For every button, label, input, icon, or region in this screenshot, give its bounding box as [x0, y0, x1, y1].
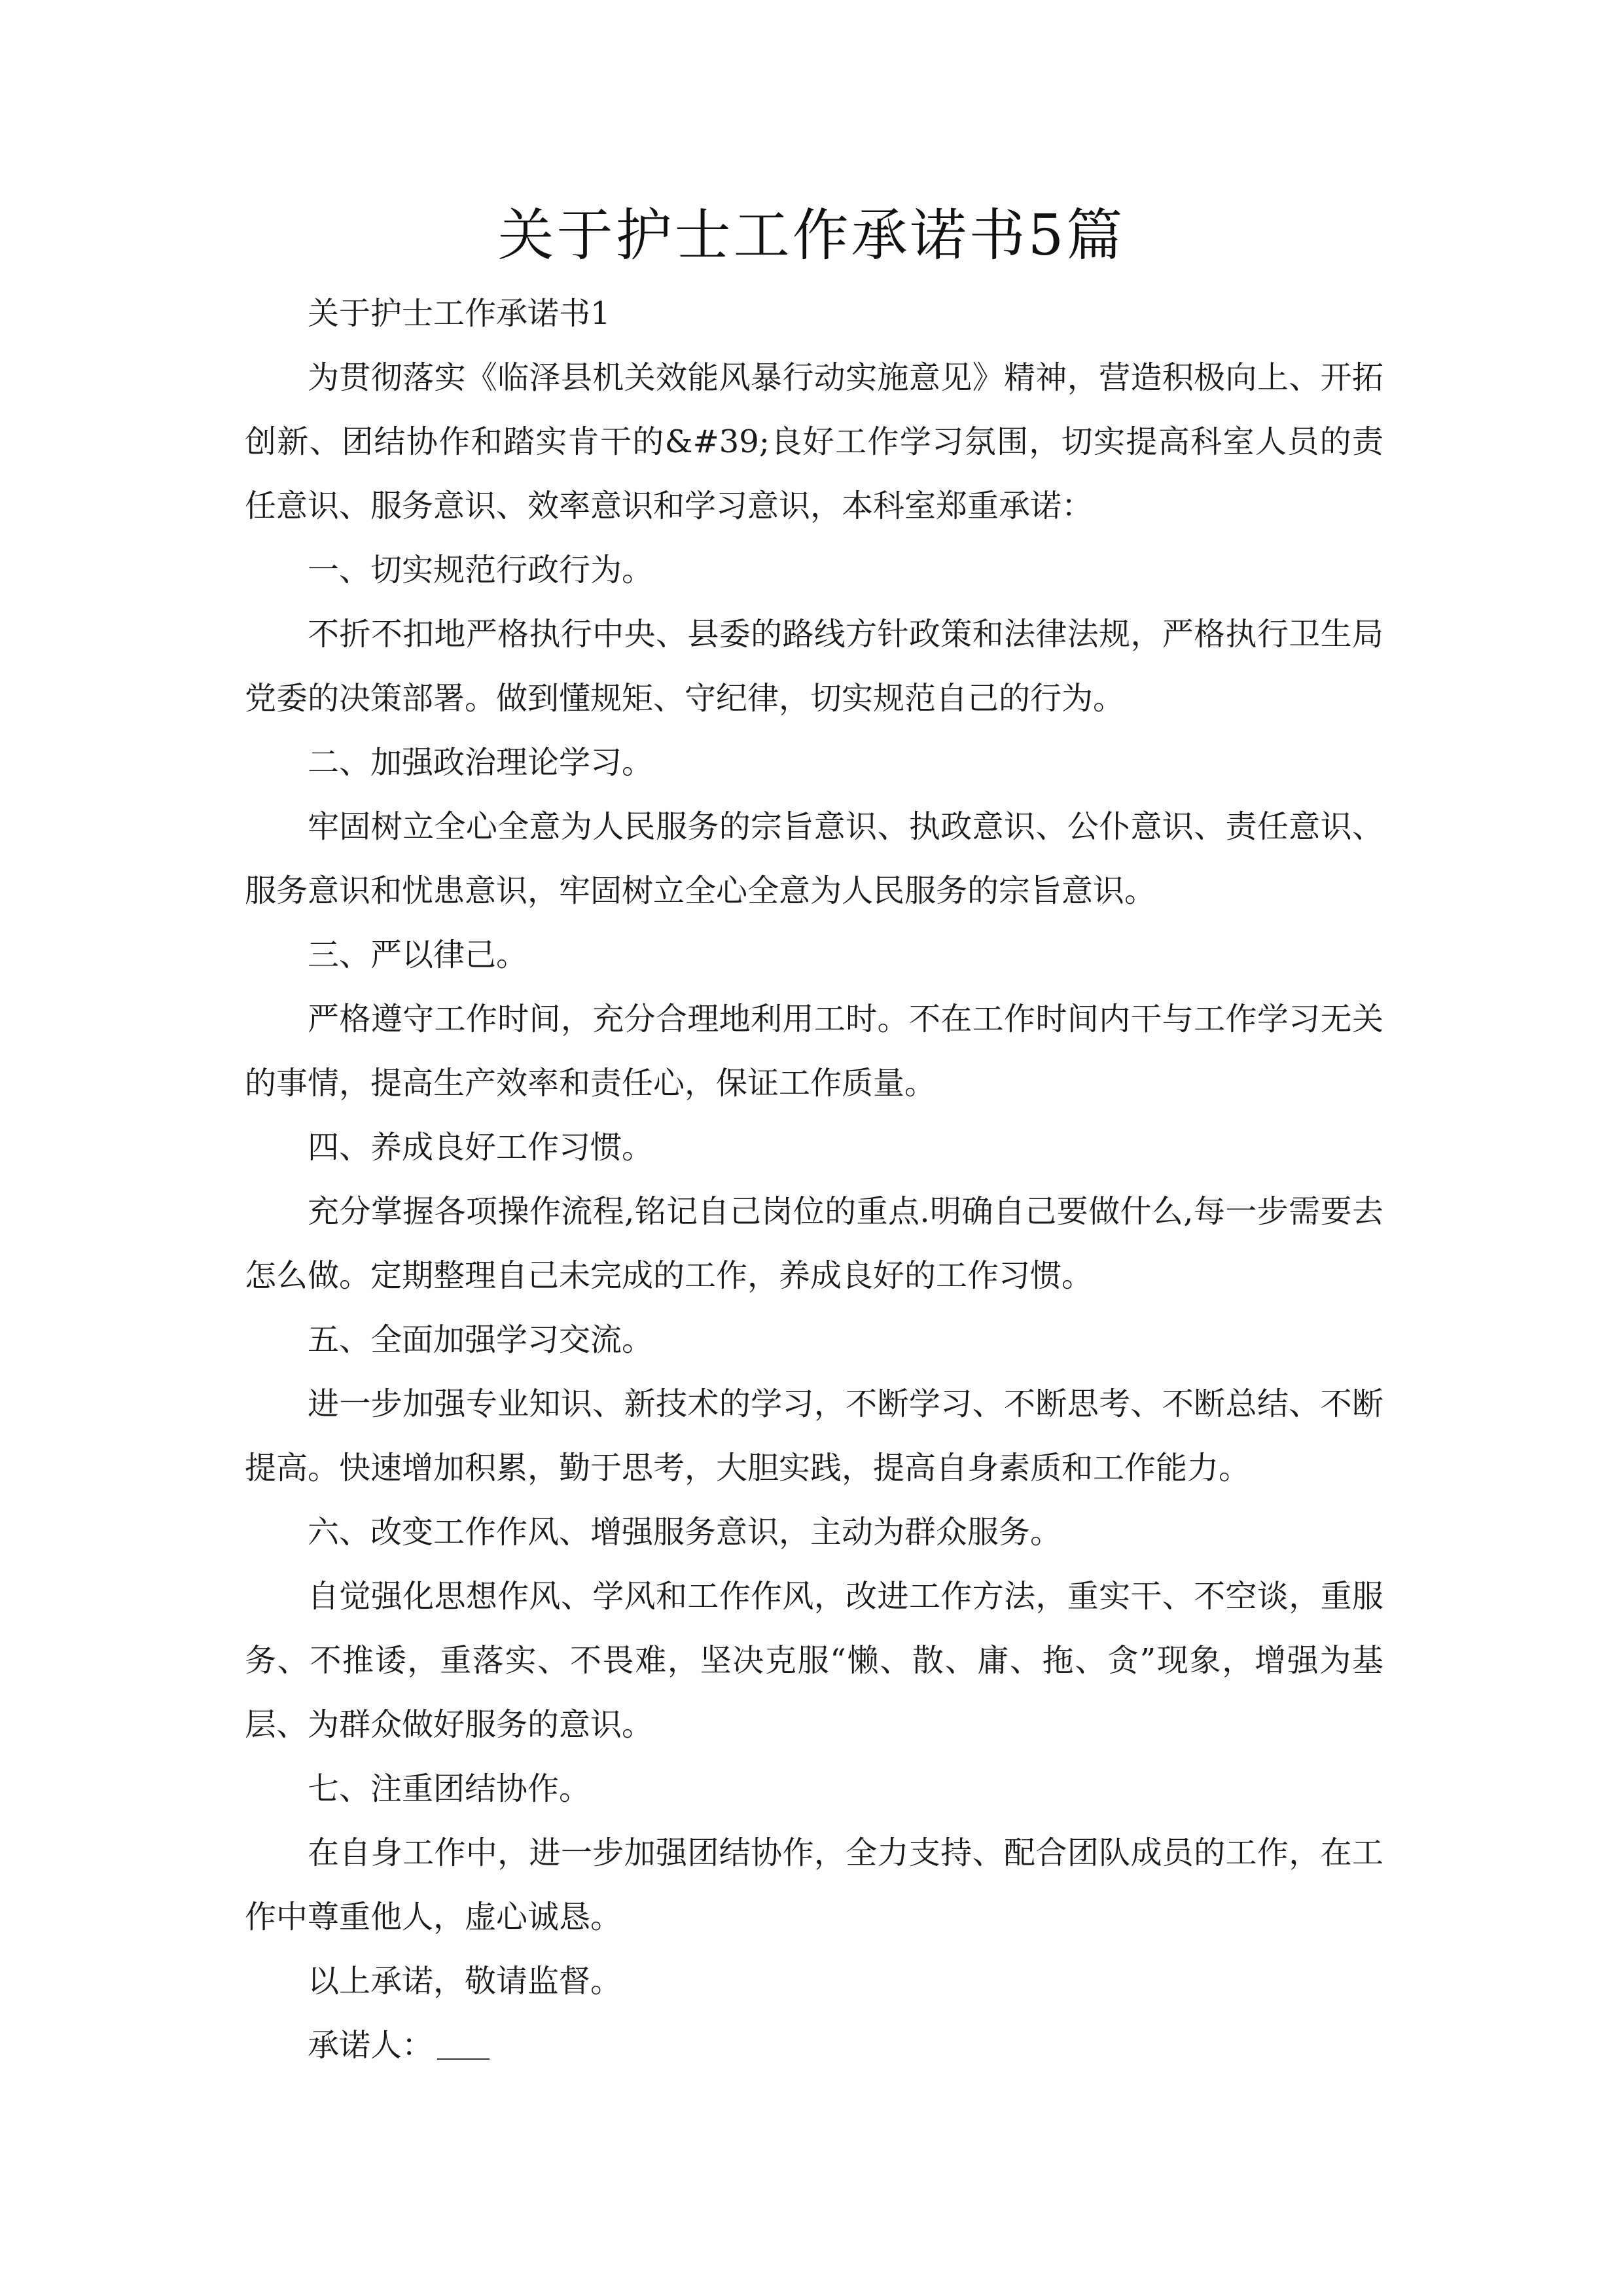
paragraph: 一、切实规范行政行为。 — [308, 552, 654, 588]
signature-row — [245, 2013, 1383, 2077]
paragraph: 自觉强化思想作风、学风和工作作风，改进工作方法，重实干、不空谈，重服务、不推诿，重落实、不畏难，坚决克服“懒、散、庸、拖、贪”现象，增强为基层、为群众做好服务的意识。 — [245, 1578, 1383, 1743]
paragraph: 为贯彻落实《临泽县机关效能风暴行动实施意见》精神，营造积极向上、开拓创新、团结协作和踏实肯干的&#39;良好工作学习氛围，切实提高科室人员的责任意识、服务意识、效率意识和学习意识，本科室郑重承诺： — [245, 359, 1383, 524]
paragraph: 进一步加强专业知识、新技术的学习，不断学习、不断思考、不断总结、不断提高。快速增加积累，勤于思考，大胆实践，提高自身素质和工作能力。 — [245, 1386, 1383, 1486]
signature-blank — [437, 2032, 490, 2060]
paragraph: 不折不扣地严格执行中央、县委的路线方针政策和法律法规，严格执行卫生局党委的决策部署。做到懂规矩、守纪律，切实规范自己的行为。 — [245, 616, 1383, 717]
paragraph: 严格遵守工作时间，充分合理地利用工时。不在工作时间内干与工作学习无关的事情，提高生产效率和责任心，保证工作质量。 — [245, 1001, 1383, 1102]
paragraph: 以上承诺，敬请监督。 — [308, 1963, 622, 2000]
paragraph: 在自身工作中，进一步加强团结协作，全力支持、配合团队成员的工作，在工作中尊重他人，虚心诚恳。 — [245, 1835, 1383, 1935]
paragraph: 六、改变工作作风、增强服务意识，主动为群众服务。 — [308, 1514, 1062, 1551]
paragraph: 三、严以律己。 — [308, 937, 528, 973]
signature-label: 承诺人： — [308, 2027, 434, 2064]
paragraph: 七、注重团结协作。 — [308, 1770, 591, 1807]
paragraph: 充分掌握各项操作流程,铭记自己岗位的重点.明确自己要做什么,每一步需要去怎么做。定期整理自己未完成的工作，养成良好的工作习惯。 — [245, 1193, 1383, 1294]
paragraph: 四、养成良好工作习惯。 — [308, 1129, 654, 1166]
paragraph: 牢固树立全心全意为人民服务的宗旨意识、执政意识、公仆意识、责任意识、服务意识和忧患意识，牢固树立全心全意为人民服务的宗旨意识。 — [245, 808, 1383, 909]
paragraph: 五、全面加强学习交流。 — [308, 1321, 654, 1358]
paragraph: 二、加强政治理论学习。 — [308, 744, 654, 781]
document-title: 关于护士工作承诺书5篇 — [497, 203, 1126, 268]
section-heading: 关于护士工作承诺书1 — [308, 295, 611, 332]
document-body — [245, 281, 1383, 2077]
